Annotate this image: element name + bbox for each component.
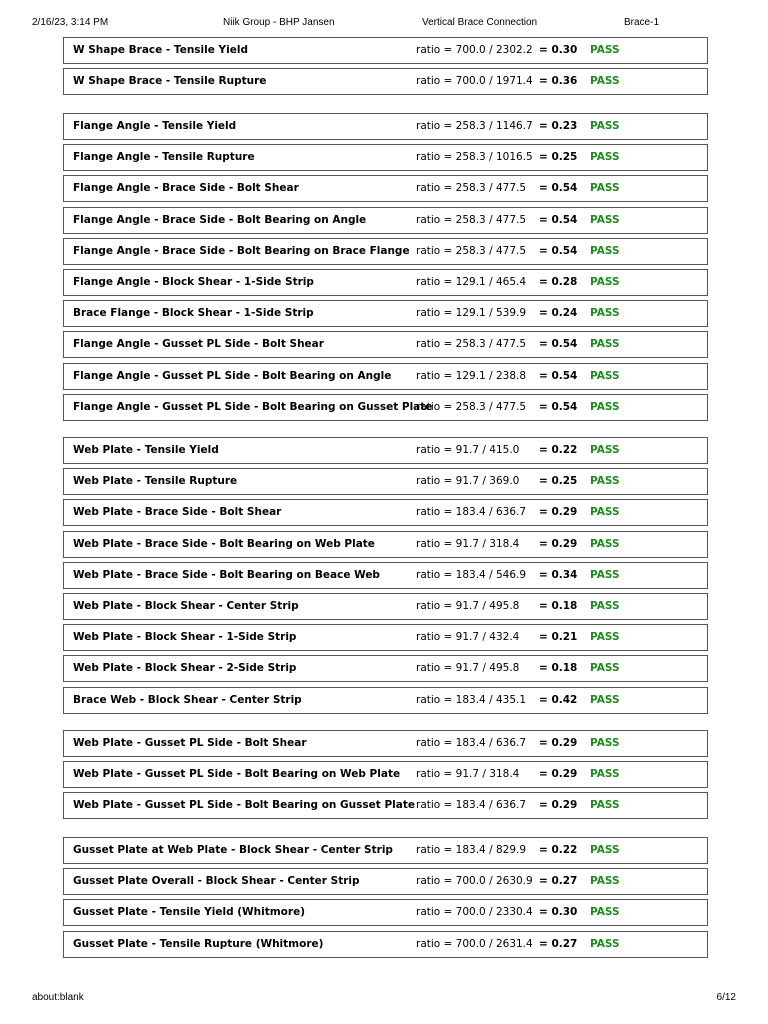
- check-ratio: ratio = 700.0 / 2302.2: [416, 44, 533, 56]
- check-value: = 0.22: [539, 844, 578, 856]
- check-label: Web Plate - Tensile Rupture: [73, 475, 238, 487]
- check-ratio: ratio = 700.0 / 2631.4: [416, 938, 533, 950]
- check-value: = 0.36: [539, 75, 578, 87]
- check-value: = 0.42: [539, 694, 578, 706]
- check-status: PASS: [590, 401, 620, 413]
- footer-page-number: 6/12: [716, 992, 736, 1003]
- check-ratio: ratio = 183.4 / 546.9: [416, 569, 527, 581]
- check-label: Flange Angle - Brace Side - Bolt Shear: [73, 182, 299, 194]
- check-status: PASS: [590, 694, 620, 706]
- check-label: Flange Angle - Block Shear - 1-Side Strip: [73, 276, 314, 288]
- check-label: W Shape Brace - Tensile Yield: [73, 44, 248, 56]
- check-ratio: ratio = 258.3 / 477.5: [416, 338, 527, 350]
- check-label: Flange Angle - Tensile Yield: [73, 120, 237, 132]
- check-value: = 0.34: [539, 569, 578, 581]
- header-date: 2/16/23, 3:14 PM: [32, 17, 109, 28]
- check-ratio: ratio = 91.7 / 432.4: [416, 631, 520, 643]
- check-status: PASS: [590, 151, 620, 163]
- check-value: = 0.23: [539, 120, 578, 132]
- check-status: PASS: [590, 338, 620, 350]
- check-ratio: ratio = 129.1 / 465.4: [416, 276, 527, 288]
- check-status: PASS: [590, 370, 620, 382]
- check-row: [63, 899, 708, 926]
- check-value: = 0.54: [539, 182, 578, 194]
- check-ratio: ratio = 183.4 / 829.9: [416, 844, 527, 856]
- check-status: PASS: [590, 875, 620, 887]
- check-row: [63, 868, 708, 895]
- check-value: = 0.25: [539, 475, 578, 487]
- check-value: = 0.22: [539, 444, 578, 456]
- check-label: Flange Angle - Brace Side - Bolt Bearing on Angle: [73, 214, 367, 226]
- check-value: = 0.18: [539, 600, 578, 612]
- check-row: [63, 655, 708, 682]
- check-value: = 0.30: [539, 44, 578, 56]
- check-value: = 0.54: [539, 338, 578, 350]
- check-value: = 0.29: [539, 506, 578, 518]
- check-status: PASS: [590, 245, 620, 257]
- check-status: PASS: [590, 737, 620, 749]
- check-row: [63, 68, 708, 95]
- footer-url: about:blank: [32, 992, 84, 1003]
- check-row: [63, 207, 708, 234]
- check-status: PASS: [590, 75, 620, 87]
- check-status: PASS: [590, 631, 620, 643]
- header-project: Niik Group - BHP Jansen: [223, 17, 335, 28]
- check-ratio: ratio = 258.3 / 477.5: [416, 245, 527, 257]
- check-status: PASS: [590, 906, 620, 918]
- check-label: Web Plate - Brace Side - Bolt Bearing on Beace Web: [73, 569, 380, 581]
- check-status: PASS: [590, 475, 620, 487]
- check-row: [63, 624, 708, 651]
- check-ratio: ratio = 91.7 / 369.0: [416, 475, 520, 487]
- check-row: [63, 531, 708, 558]
- check-value: = 0.29: [539, 737, 578, 749]
- check-ratio: ratio = 129.1 / 238.8: [416, 370, 527, 382]
- check-value: = 0.28: [539, 276, 578, 288]
- check-label: Web Plate - Gusset PL Side - Bolt Shear: [73, 737, 307, 749]
- check-row: [63, 144, 708, 171]
- check-value: = 0.54: [539, 245, 578, 257]
- check-value: = 0.27: [539, 938, 578, 950]
- check-label: Web Plate - Gusset PL Side - Bolt Bearing on Gusset Plate: [73, 799, 415, 811]
- check-label: Web Plate - Block Shear - Center Strip: [73, 600, 299, 612]
- check-label: Flange Angle - Gusset PL Side - Bolt Bearing on Angle: [73, 370, 392, 382]
- check-status: PASS: [590, 120, 620, 132]
- check-value: = 0.54: [539, 214, 578, 226]
- check-row: [63, 175, 708, 202]
- check-status: PASS: [590, 182, 620, 194]
- check-ratio: ratio = 91.7 / 495.8: [416, 662, 520, 674]
- check-status: PASS: [590, 799, 620, 811]
- check-row: [63, 792, 708, 819]
- check-ratio: ratio = 700.0 / 2630.9: [416, 875, 533, 887]
- check-label: Gusset Plate - Tensile Rupture (Whitmore): [73, 938, 324, 950]
- check-label: Web Plate - Brace Side - Bolt Shear: [73, 506, 282, 518]
- check-status: PASS: [590, 768, 620, 780]
- check-row: [63, 437, 708, 464]
- check-row: [63, 593, 708, 620]
- check-row: [63, 394, 708, 421]
- header-title: Vertical Brace Connection: [422, 17, 538, 28]
- check-ratio: ratio = 91.7 / 318.4: [416, 538, 520, 550]
- check-status: PASS: [590, 214, 620, 226]
- check-row: [63, 761, 708, 788]
- check-ratio: ratio = 91.7 / 415.0: [416, 444, 520, 456]
- check-label: Brace Flange - Block Shear - 1-Side Strip: [73, 307, 314, 319]
- check-label: Flange Angle - Gusset PL Side - Bolt Bearing on Gusset Plate: [73, 401, 433, 413]
- check-ratio: ratio = 129.1 / 539.9: [416, 307, 527, 319]
- check-row: [63, 499, 708, 526]
- check-label: Flange Angle - Gusset PL Side - Bolt Shear: [73, 338, 324, 350]
- check-status: PASS: [590, 307, 620, 319]
- check-ratio: ratio = 258.3 / 477.5: [416, 182, 527, 194]
- header-id: Brace-1: [624, 17, 660, 28]
- check-label: Brace Web - Block Shear - Center Strip: [73, 694, 302, 706]
- check-status: PASS: [590, 662, 620, 674]
- check-label: W Shape Brace - Tensile Rupture: [73, 75, 267, 87]
- check-label: Web Plate - Brace Side - Bolt Bearing on Web Plate: [73, 538, 375, 550]
- check-status: PASS: [590, 569, 620, 581]
- check-ratio: ratio = 91.7 / 318.4: [416, 768, 520, 780]
- check-value: = 0.54: [539, 370, 578, 382]
- check-row: [63, 931, 708, 958]
- check-label: Gusset Plate Overall - Block Shear - Center Strip: [73, 875, 360, 887]
- check-value: = 0.21: [539, 631, 578, 643]
- check-label: Web Plate - Block Shear - 2-Side Strip: [73, 662, 297, 674]
- check-status: PASS: [590, 506, 620, 518]
- check-label: Web Plate - Gusset PL Side - Bolt Bearing on Web Plate: [73, 768, 401, 780]
- check-ratio: ratio = 258.3 / 477.5: [416, 401, 527, 413]
- check-value: = 0.27: [539, 875, 578, 887]
- check-value: = 0.30: [539, 906, 578, 918]
- check-row: [63, 269, 708, 296]
- check-ratio: ratio = 258.3 / 477.5: [416, 214, 527, 226]
- check-row: [63, 331, 708, 358]
- check-row: [63, 562, 708, 589]
- check-ratio: ratio = 91.7 / 495.8: [416, 600, 520, 612]
- check-value: = 0.29: [539, 799, 578, 811]
- check-status: PASS: [590, 276, 620, 288]
- check-status: PASS: [590, 538, 620, 550]
- check-value: = 0.25: [539, 151, 578, 163]
- check-label: Gusset Plate - Tensile Yield (Whitmore): [73, 906, 305, 918]
- check-row: [63, 238, 708, 265]
- check-label: Flange Angle - Brace Side - Bolt Bearing on Brace Flange: [73, 245, 410, 257]
- check-status: PASS: [590, 844, 620, 856]
- check-ratio: ratio = 183.4 / 435.1: [416, 694, 527, 706]
- check-value: = 0.24: [539, 307, 578, 319]
- check-ratio: ratio = 700.0 / 2330.4: [416, 906, 533, 918]
- check-value: = 0.18: [539, 662, 578, 674]
- check-value: = 0.29: [539, 768, 578, 780]
- check-status: PASS: [590, 44, 620, 56]
- check-ratio: ratio = 183.4 / 636.7: [416, 506, 527, 518]
- check-ratio: ratio = 700.0 / 1971.4: [416, 75, 533, 87]
- check-label: Gusset Plate at Web Plate - Block Shear - Center Strip: [73, 844, 393, 856]
- check-ratio: ratio = 258.3 / 1016.5: [416, 151, 533, 163]
- check-status: PASS: [590, 444, 620, 456]
- check-value: = 0.54: [539, 401, 578, 413]
- check-label: Web Plate - Tensile Yield: [73, 444, 219, 456]
- check-row: [63, 113, 708, 140]
- check-label: Flange Angle - Tensile Rupture: [73, 151, 255, 163]
- check-row: [63, 837, 708, 864]
- check-row: [63, 687, 708, 714]
- check-label: Web Plate - Block Shear - 1-Side Strip: [73, 631, 297, 643]
- check-status: PASS: [590, 600, 620, 612]
- check-status: PASS: [590, 938, 620, 950]
- check-value: = 0.29: [539, 538, 578, 550]
- check-row: [63, 468, 708, 495]
- check-row: [63, 300, 708, 327]
- check-row: [63, 37, 708, 64]
- check-ratio: ratio = 183.4 / 636.7: [416, 737, 527, 749]
- check-ratio: ratio = 258.3 / 1146.7: [416, 120, 533, 132]
- check-row: [63, 363, 708, 390]
- check-ratio: ratio = 183.4 / 636.7: [416, 799, 527, 811]
- check-row: [63, 730, 708, 757]
